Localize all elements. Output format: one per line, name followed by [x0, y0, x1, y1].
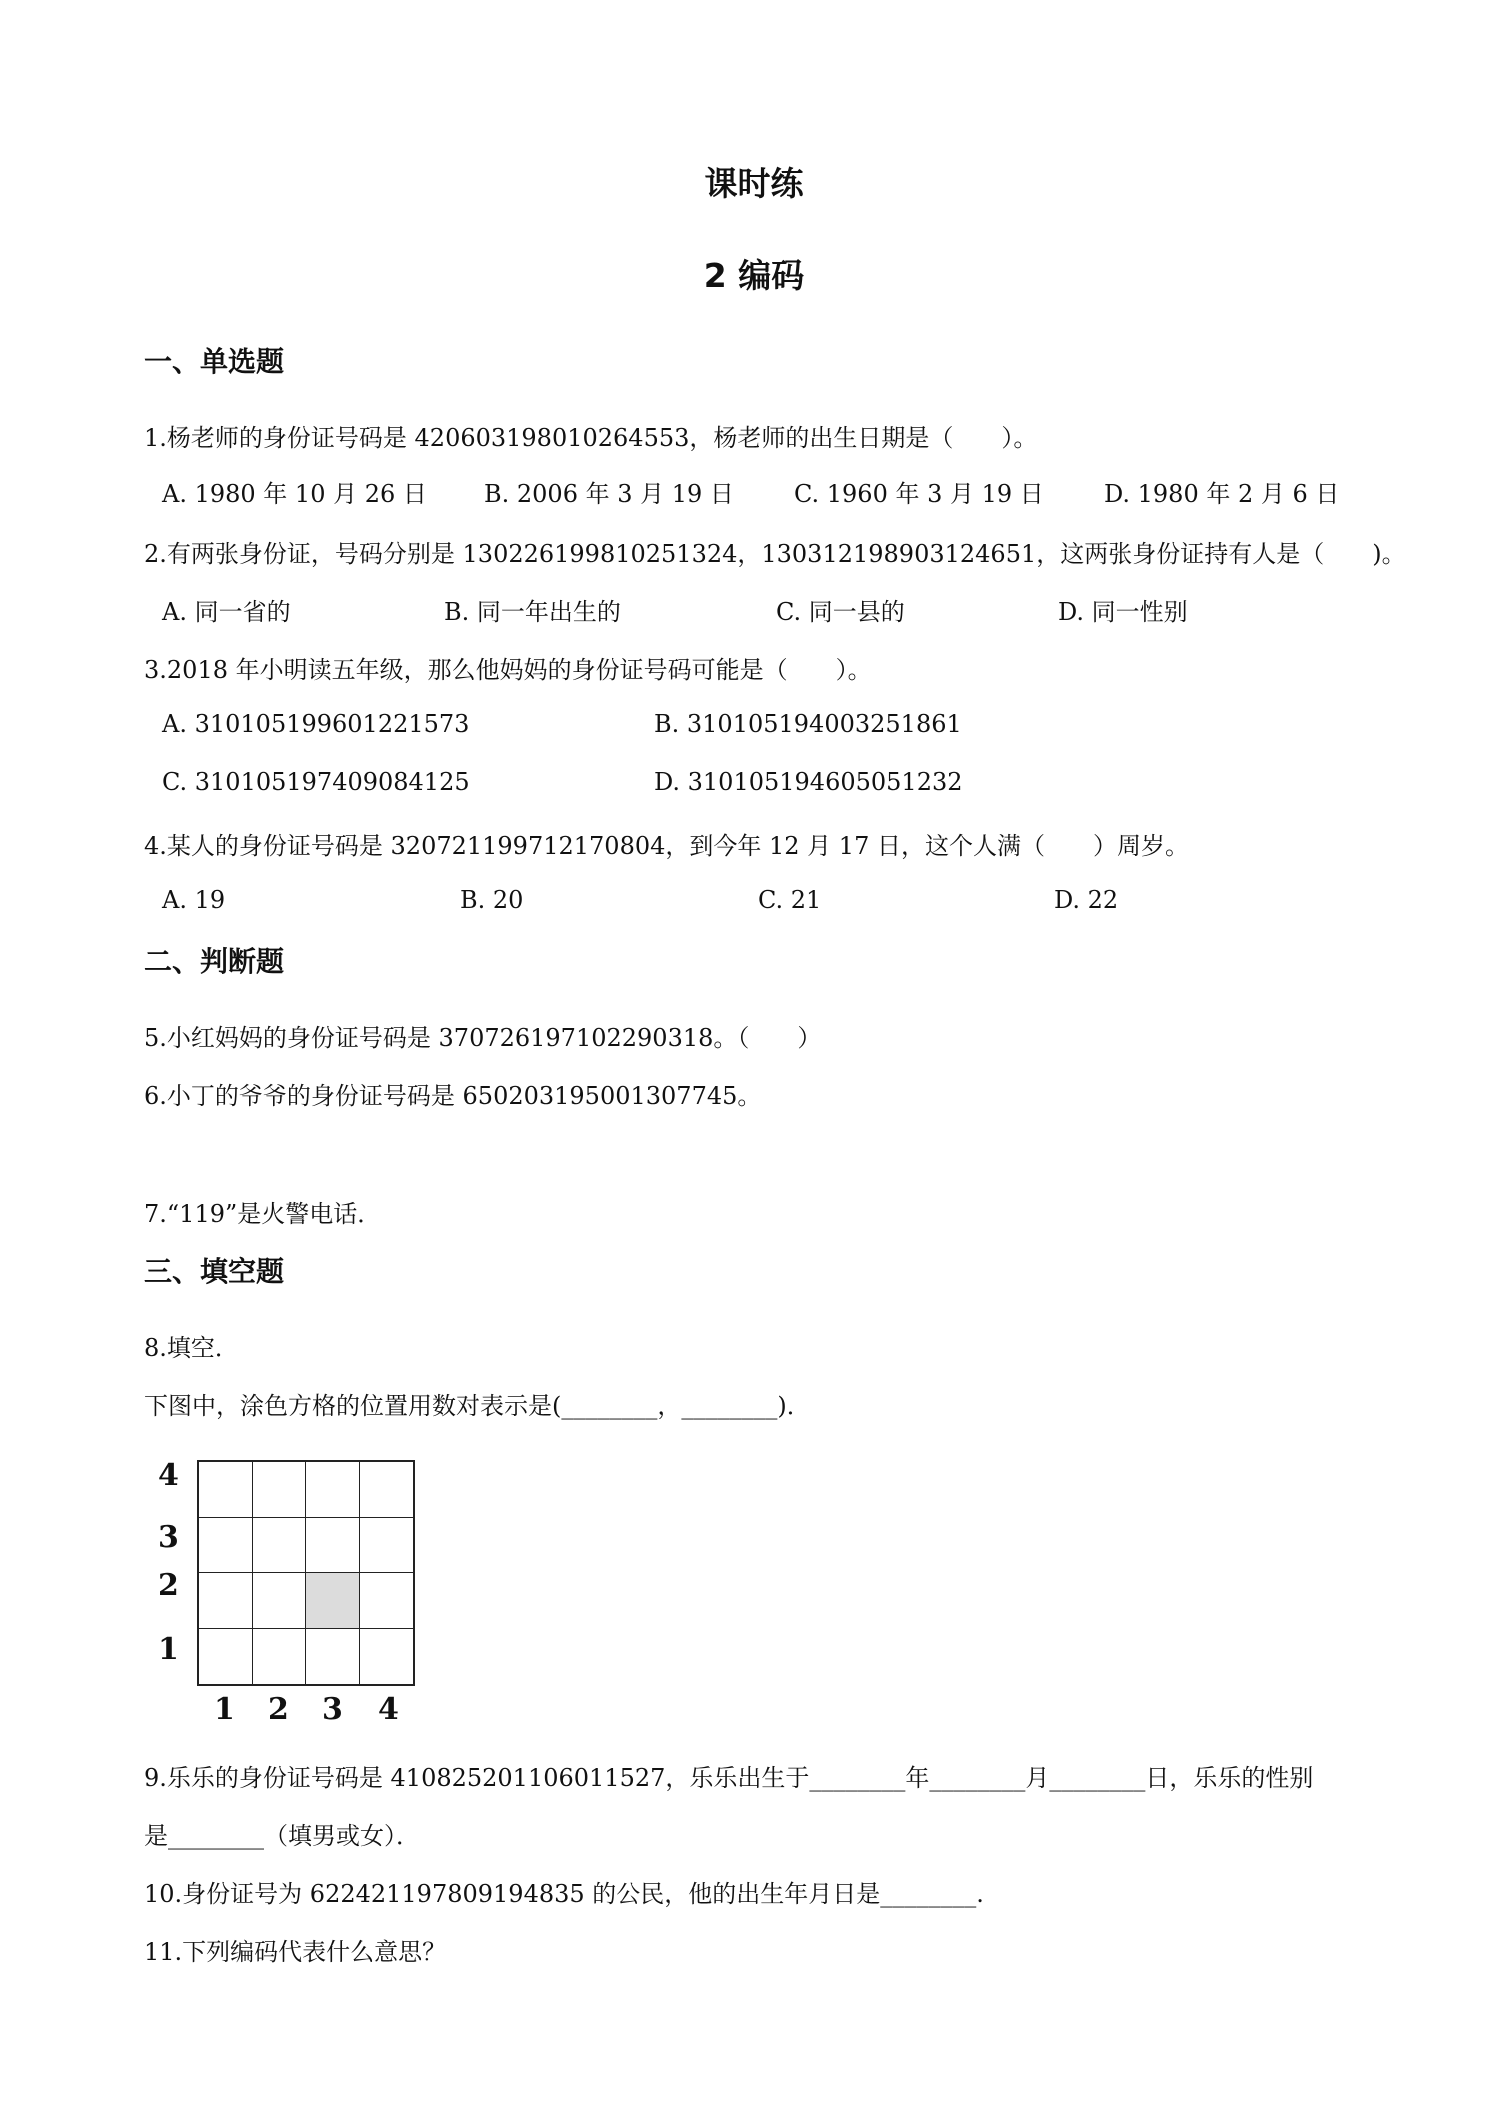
section-heading-fill-in: 三、填空题: [144, 1255, 285, 1288]
option-1b: B. 2006 年 3 月 19 日: [484, 480, 734, 508]
option-4d: D. 22: [1054, 886, 1119, 914]
grid-cell: [199, 1518, 253, 1574]
grid-col-label-1: 1: [214, 1692, 235, 1727]
option-2b: B. 同一年出生的: [444, 598, 621, 626]
question-10: 10.身份证号为 622421197809194835 的公民，他的出生年月日是________.: [144, 1880, 984, 1908]
grid-cell: [253, 1462, 307, 1518]
option-3a: A. 310105199601221573: [162, 710, 470, 738]
grid-cell: [360, 1518, 414, 1574]
option-1c: C. 1960 年 3 月 19 日: [794, 480, 1044, 508]
question-8: 8.填空．: [144, 1334, 239, 1362]
question-9-line-2: 是________（填男或女）．: [144, 1822, 420, 1850]
question-6: 6.小丁的爷爷的身份证号码是 650203195001307745。: [144, 1082, 762, 1110]
question-9-line-1: 9.乐乐的身份证号码是 410825201106011527，乐乐出生于________年________月________日，乐乐的性别: [144, 1764, 1314, 1792]
grid-col-label-4: 4: [378, 1692, 399, 1727]
question-2: 2.有两张身份证，号码分别是 130226199810251324，130312198903124651，这两张身份证持有人是（ )。: [144, 540, 1406, 568]
grid-cell: [306, 1462, 360, 1518]
grid-cell: [306, 1518, 360, 1574]
grid-cell: [306, 1629, 360, 1685]
option-2a: A. 同一省的: [162, 598, 291, 626]
grid-cell: [360, 1462, 414, 1518]
grid-cell: [199, 1629, 253, 1685]
coordinate-grid: [197, 1460, 415, 1686]
grid-row-label-1: 1: [158, 1632, 179, 1667]
grid-cell: [199, 1573, 253, 1629]
option-3b: B. 310105194003251861: [654, 710, 962, 738]
question-1: 1.杨老师的身份证号码是 420603198010264553，杨老师的出生日期是（ ）。: [144, 424, 1038, 452]
option-2c: C. 同一县的: [776, 598, 905, 626]
option-3d: D. 310105194605051232: [654, 768, 963, 796]
question-3: 3.2018 年小明读五年级，那么他妈妈的身份证号码可能是（ ）。: [144, 656, 872, 684]
option-4c: C. 21: [758, 886, 822, 914]
page-subtitle: 2 编码: [703, 256, 805, 295]
question-4: 4.某人的身份证号码是 320721199712170804，到今年 12 月 17 日，这个人满（ ）周岁。: [144, 832, 1189, 860]
grid-cell: [253, 1629, 307, 1685]
grid-cell: [360, 1573, 414, 1629]
option-2d: D. 同一性别: [1058, 598, 1188, 626]
grid-cell: [253, 1518, 307, 1574]
grid-row-label-2: 2: [158, 1568, 179, 1603]
question-5: 5.小红妈妈的身份证号码是 370726197102290318。（ ）: [144, 1024, 822, 1052]
question-7: 7.“119”是火警电话．: [144, 1200, 382, 1228]
page-title: 课时练: [704, 164, 804, 203]
grid-cell: [253, 1573, 307, 1629]
option-1d: D. 1980 年 2 月 6 日: [1104, 480, 1340, 508]
shaded-grid-cell: [306, 1573, 360, 1629]
section-heading-true-false: 二、判断题: [144, 945, 285, 978]
option-4b: B. 20: [460, 886, 524, 914]
grid-col-label-3: 3: [322, 1692, 343, 1727]
option-4a: A. 19: [162, 886, 226, 914]
question-11: 11.下列编码代表什么意思？: [144, 1938, 447, 1966]
question-8-prompt: 下图中，涂色方格的位置用数对表示是(________，________)．: [144, 1392, 811, 1420]
grid-cell: [199, 1462, 253, 1518]
grid-row-label-3: 3: [158, 1520, 179, 1555]
option-1a: A. 1980 年 10 月 26 日: [162, 480, 427, 508]
grid-row-label-4: 4: [158, 1458, 179, 1493]
option-3c: C. 310105197409084125: [162, 768, 470, 796]
section-heading-single-choice: 一、单选题: [144, 345, 285, 378]
grid-col-label-2: 2: [268, 1692, 289, 1727]
grid-cell: [360, 1629, 414, 1685]
